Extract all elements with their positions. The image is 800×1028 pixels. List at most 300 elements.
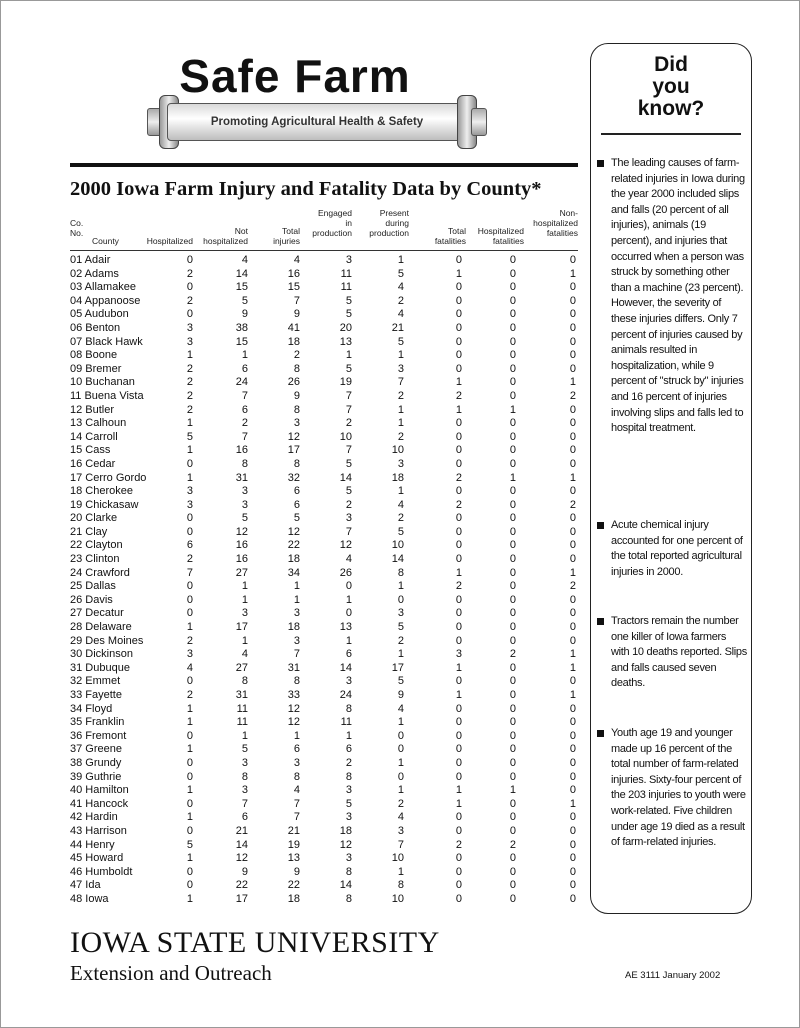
county-label: 29 Des Moines [70, 634, 144, 647]
table-cell: 5 [397, 675, 404, 688]
table-cell: 0 [455, 743, 462, 756]
table-cell: 14 [391, 553, 404, 566]
table-cell: 0 [569, 321, 576, 334]
table-cell: 8 [397, 566, 404, 579]
table-cell: 8 [397, 879, 404, 892]
table-cell: 0 [455, 593, 462, 606]
table-row [70, 363, 580, 377]
table-cell: 0 [455, 634, 462, 647]
table-cell: 6 [345, 648, 352, 661]
table-cell: 18 [287, 621, 300, 634]
table-row [70, 811, 580, 825]
table-cell: 1 [397, 580, 404, 593]
table-cell: 5 [241, 294, 248, 307]
header-hospitalized-fatalities: Hospitalized fatalities [477, 226, 524, 246]
table-cell: 16 [235, 539, 248, 552]
table-row [70, 662, 580, 676]
table-cell: 0 [455, 512, 462, 525]
table-cell: 3 [293, 756, 300, 769]
table-cell: 0 [509, 389, 516, 402]
table-cell: 7 [345, 403, 352, 416]
table-cell: 8 [293, 362, 300, 375]
table-cell: 0 [455, 485, 462, 498]
table-cell: 26 [287, 376, 300, 389]
table-row [70, 730, 580, 744]
table-cell: 0 [186, 824, 193, 837]
table-cell: 0 [569, 553, 576, 566]
table-cell: 12 [339, 539, 352, 552]
table-cell: 0 [509, 308, 516, 321]
table-row [70, 485, 580, 499]
table-cell: 0 [569, 349, 576, 362]
table-cell: 6 [345, 743, 352, 756]
table-cell: 7 [241, 389, 248, 402]
table-cell: 0 [509, 879, 516, 892]
table-cell: 0 [569, 716, 576, 729]
county-label: 24 Crawford [70, 566, 130, 579]
county-label: 27 Decatur [70, 607, 124, 620]
table-cell: 2 [397, 634, 404, 647]
table-cell: 1 [397, 349, 404, 362]
county-label: 31 Dubuque [70, 661, 130, 674]
table-cell: 1 [455, 403, 462, 416]
table-row [70, 689, 580, 703]
table-cell: 3 [345, 512, 352, 525]
table-title: 2000 Iowa Farm Injury and Fatality Data by County* [70, 178, 542, 200]
table-cell: 2 [345, 498, 352, 511]
table-cell: 0 [569, 525, 576, 538]
table-cell: 16 [235, 444, 248, 457]
table-cell: 0 [569, 811, 576, 824]
square-bullet-icon [597, 730, 604, 737]
table-cell: 3 [345, 675, 352, 688]
table-cell: 5 [345, 308, 352, 321]
table-cell: 0 [509, 621, 516, 634]
county-label: 11 Buena Vista [70, 389, 144, 402]
table-cell: 22 [287, 879, 300, 892]
table-cell: 2 [455, 389, 462, 402]
county-label: 09 Bremer [70, 362, 122, 375]
table-cell: 12 [339, 838, 352, 851]
table-cell: 10 [391, 892, 404, 905]
university-name: IOWA STATE UNIVERSITY [70, 926, 440, 959]
table-cell: 0 [455, 675, 462, 688]
table-cell: 2 [186, 362, 193, 375]
table-cell: 14 [339, 471, 352, 484]
table-cell: 1 [186, 702, 193, 715]
county-label: 21 Clay [70, 525, 108, 538]
county-label: 44 Henry [70, 838, 115, 851]
table-cell: 2 [397, 512, 404, 525]
county-label: 17 Cerro Gordo [70, 471, 147, 484]
table-cell: 0 [569, 852, 576, 865]
table-cell: 0 [509, 525, 516, 538]
table-cell: 1 [569, 267, 576, 280]
table-row [70, 771, 580, 785]
county-label: 02 Adams [70, 267, 119, 280]
table-cell: 0 [569, 294, 576, 307]
county-label: 46 Humboldt [70, 865, 133, 878]
table-cell: 0 [569, 444, 576, 457]
table-cell: 0 [186, 675, 193, 688]
table-cell: 6 [186, 539, 193, 552]
table-cell: 2 [345, 417, 352, 430]
table-cell: 12 [235, 852, 248, 865]
table-cell: 0 [569, 784, 576, 797]
table-cell: 0 [509, 892, 516, 905]
table-cell: 14 [235, 267, 248, 280]
table-cell: 0 [455, 852, 462, 865]
table-cell: 1 [186, 852, 193, 865]
table-cell: 17 [287, 444, 300, 457]
table-row [70, 404, 580, 418]
table-cell: 0 [186, 756, 193, 769]
table-cell: 0 [509, 417, 516, 430]
table-cell: 2 [397, 294, 404, 307]
county-label: 48 Iowa [70, 892, 109, 905]
county-label: 08 Boone [70, 349, 118, 362]
table-cell: 0 [455, 254, 462, 266]
table-row [70, 390, 580, 404]
table-row [70, 757, 580, 771]
table-cell: 17 [235, 621, 248, 634]
table-cell: 6 [241, 362, 248, 375]
table-cell: 8 [345, 892, 352, 905]
table-cell: 3 [241, 498, 248, 511]
table-cell: 3 [241, 784, 248, 797]
county-label: 26 Davis [70, 593, 113, 606]
table-cell: 7 [397, 376, 404, 389]
table-cell: 12 [287, 716, 300, 729]
table-cell: 4 [397, 308, 404, 321]
county-label: 05 Audubon [70, 308, 129, 321]
table-cell: 6 [293, 485, 300, 498]
table-cell: 3 [345, 254, 352, 266]
table-cell: 2 [509, 648, 516, 661]
square-bullet-icon [597, 160, 604, 167]
table-cell: 8 [293, 675, 300, 688]
table-cell: 0 [509, 770, 516, 783]
table-cell: 0 [569, 417, 576, 430]
table-cell: 0 [509, 824, 516, 837]
table-cell: 18 [287, 553, 300, 566]
table-cell: 3 [241, 607, 248, 620]
table-row [70, 431, 580, 445]
table-cell: 0 [569, 824, 576, 837]
table-cell: 3 [186, 321, 193, 334]
table-cell: 1 [397, 865, 404, 878]
table-cell: 14 [339, 879, 352, 892]
table-cell: 5 [397, 335, 404, 348]
table-cell: 0 [455, 308, 462, 321]
table-cell: 1 [241, 580, 248, 593]
table-cell: 0 [186, 797, 193, 810]
table-row [70, 308, 580, 322]
table-cell: 0 [509, 716, 516, 729]
safe-farm-logo [145, 48, 490, 148]
table-cell: 11 [340, 281, 352, 294]
table-cell: 4 [293, 254, 300, 266]
header-hospitalized: Hospitalized [146, 236, 193, 246]
county-label: 43 Harrison [70, 824, 127, 837]
table-row [70, 444, 580, 458]
table-cell: 1 [186, 349, 193, 362]
publication-info: AE 3111 January 2002 [625, 970, 721, 981]
county-table-body [70, 254, 580, 907]
table-row [70, 336, 580, 350]
table-cell: 1 [241, 349, 248, 362]
fact-item: Acute chemical injury accounted for one percent of the total reported agricultural injuries in 2000. [597, 518, 747, 580]
table-row [70, 268, 580, 282]
table-cell: 3 [397, 362, 404, 375]
table-cell: 11 [236, 716, 248, 729]
table-cell: 1 [397, 485, 404, 498]
table-cell: 0 [397, 593, 404, 606]
table-cell: 15 [235, 335, 248, 348]
county-label: 07 Black Hawk [70, 335, 143, 348]
table-cell: 31 [235, 471, 248, 484]
table-cell: 34 [287, 566, 300, 579]
table-cell: 5 [397, 267, 404, 280]
table-cell: 0 [509, 593, 516, 606]
table-cell: 0 [455, 865, 462, 878]
table-cell: 1 [569, 661, 576, 674]
table-cell: 6 [241, 811, 248, 824]
table-cell: 9 [293, 865, 300, 878]
table-cell: 1 [397, 648, 404, 661]
table-cell: 4 [241, 648, 248, 661]
table-cell: 0 [509, 797, 516, 810]
table-cell: 3 [186, 335, 193, 348]
table-cell: 0 [509, 321, 516, 334]
table-cell: 0 [569, 838, 576, 851]
table-cell: 3 [186, 648, 193, 661]
table-cell: 2 [569, 389, 576, 402]
table-row [70, 472, 580, 486]
table-cell: 0 [509, 756, 516, 769]
table-cell: 1 [186, 892, 193, 905]
table-cell: 6 [293, 743, 300, 756]
table-cell: 0 [509, 498, 516, 511]
table-cell: 8 [345, 770, 352, 783]
table-cell: 3 [345, 811, 352, 824]
table-cell: 0 [455, 539, 462, 552]
table-row [70, 675, 580, 689]
table-cell: 3 [397, 824, 404, 837]
table-cell: 0 [569, 335, 576, 348]
table-cell: 0 [509, 539, 516, 552]
table-row [70, 295, 580, 309]
table-row [70, 254, 580, 268]
pipe-end-right-icon [471, 108, 487, 136]
table-cell: 0 [455, 321, 462, 334]
table-cell: 2 [186, 389, 193, 402]
table-cell: 2 [186, 553, 193, 566]
table-cell: 1 [293, 729, 300, 742]
table-cell: 5 [241, 743, 248, 756]
table-cell: 5 [345, 457, 352, 470]
table-cell: 0 [345, 607, 352, 620]
table-cell: 13 [287, 852, 300, 865]
table-cell: 0 [397, 770, 404, 783]
table-cell: 0 [569, 512, 576, 525]
table-cell: 33 [287, 689, 300, 701]
table-cell: 0 [186, 879, 193, 892]
table-cell: 9 [397, 689, 404, 701]
table-cell: 0 [509, 281, 516, 294]
county-label: 13 Calhoun [70, 417, 127, 430]
table-cell: 5 [186, 838, 193, 851]
county-label: 33 Fayette [70, 689, 122, 701]
header-total-fatalities: Total fatalities [434, 226, 466, 246]
table-cell: 11 [340, 716, 352, 729]
table-row [70, 648, 580, 662]
table-cell: 3 [186, 485, 193, 498]
did-you-know-sidebar [590, 43, 752, 914]
table-cell: 2 [186, 294, 193, 307]
table-cell: 0 [186, 457, 193, 470]
table-row [70, 635, 580, 649]
table-cell: 1 [509, 403, 516, 416]
table-cell: 0 [569, 539, 576, 552]
table-cell: 7 [345, 389, 352, 402]
table-cell: 2 [455, 580, 462, 593]
table-cell: 16 [287, 267, 300, 280]
table-row [70, 743, 580, 757]
table-cell: 0 [509, 254, 516, 266]
table-cell: 0 [455, 621, 462, 634]
table-cell: 0 [455, 756, 462, 769]
table-cell: 2 [186, 267, 193, 280]
table-cell: 1 [455, 689, 462, 701]
table-row [70, 716, 580, 730]
county-label: 40 Hamilton [70, 784, 129, 797]
table-cell: 3 [455, 648, 462, 661]
table-cell: 26 [339, 566, 352, 579]
table-cell: 38 [235, 321, 248, 334]
table-cell: 1 [455, 566, 462, 579]
table-cell: 1 [186, 716, 193, 729]
table-cell: 1 [569, 648, 576, 661]
fact-item: Tractors remain the number one killer of Iowa farmers with 10 deaths reported. Slips and falls caused seven deaths. [597, 614, 747, 692]
table-cell: 0 [569, 770, 576, 783]
table-cell: 2 [455, 471, 462, 484]
table-cell: 0 [186, 865, 193, 878]
table-cell: 0 [455, 525, 462, 538]
table-cell: 0 [569, 743, 576, 756]
table-cell: 0 [569, 702, 576, 715]
county-label: 39 Guthrie [70, 770, 122, 783]
table-cell: 0 [509, 852, 516, 865]
table-cell: 17 [235, 892, 248, 905]
table-row [70, 798, 580, 812]
table-cell: 14 [339, 661, 352, 674]
table-cell: 7 [345, 525, 352, 538]
table-cell: 1 [455, 784, 462, 797]
table-cell: 16 [235, 553, 248, 566]
table-cell: 19 [339, 376, 352, 389]
table-cell: 7 [293, 797, 300, 810]
table-cell: 9 [293, 308, 300, 321]
table-cell: 4 [397, 702, 404, 715]
table-row [70, 866, 580, 880]
table-cell: 3 [397, 457, 404, 470]
table-cell: 0 [569, 308, 576, 321]
table-row [70, 580, 580, 594]
table-cell: 5 [397, 525, 404, 538]
table-cell: 4 [293, 784, 300, 797]
table-cell: 0 [455, 349, 462, 362]
table-cell: 7 [293, 294, 300, 307]
table-cell: 5 [345, 797, 352, 810]
logo-title: Safe Farm [179, 50, 411, 102]
table-cell: 0 [455, 457, 462, 470]
header-present-during-production: Present during production [369, 208, 409, 238]
fact-item: Youth age 19 and younger made up 16 percent of the total number of farm-related injuries. Sixty-four percent of the 203 injuries to youth were work-related. Five children under age 19 died as a result of farm-related injuries. [597, 726, 747, 851]
table-cell: 8 [293, 457, 300, 470]
county-label: 30 Dickinson [70, 648, 133, 661]
table-cell: 0 [186, 607, 193, 620]
county-label: 36 Fremont [70, 729, 127, 742]
table-cell: 2 [569, 498, 576, 511]
table-cell: 41 [287, 321, 300, 334]
table-cell: 1 [293, 580, 300, 593]
table-cell: 0 [569, 892, 576, 905]
table-cell: 8 [345, 865, 352, 878]
table-cell: 1 [509, 784, 516, 797]
table-cell: 0 [455, 770, 462, 783]
county-label: 47 Ida [70, 879, 101, 892]
table-cell: 8 [241, 675, 248, 688]
table-cell: 2 [293, 349, 300, 362]
table-cell: 20 [339, 321, 352, 334]
table-cell: 21 [235, 824, 248, 837]
table-cell: 12 [287, 702, 300, 715]
table-cell: 0 [186, 580, 193, 593]
table-cell: 0 [509, 729, 516, 742]
table-cell: 10 [391, 852, 404, 865]
table-cell: 1 [345, 729, 352, 742]
table-cell: 0 [509, 267, 516, 280]
table-row [70, 281, 580, 295]
table-row [70, 539, 580, 553]
county-label: 22 Clayton [70, 539, 123, 552]
table-cell: 1 [186, 743, 193, 756]
table-cell: 0 [569, 607, 576, 620]
table-cell: 7 [293, 648, 300, 661]
table-cell: 11 [340, 267, 352, 280]
county-label: 04 Appanoose [70, 294, 141, 307]
table-cell: 5 [345, 294, 352, 307]
table-cell: 0 [569, 457, 576, 470]
table-cell: 18 [339, 824, 352, 837]
table-cell: 0 [455, 879, 462, 892]
table-cell: 1 [186, 811, 193, 824]
header-not-hospitalized: Not hospitalized [203, 226, 248, 246]
table-cell: 2 [455, 498, 462, 511]
table-row [70, 879, 580, 893]
table-cell: 6 [293, 498, 300, 511]
table-row [70, 526, 580, 540]
table-cell: 19 [287, 838, 300, 851]
table-cell: 0 [509, 580, 516, 593]
table-cell: 8 [345, 702, 352, 715]
table-cell: 32 [287, 471, 300, 484]
table-row [70, 621, 580, 635]
county-label: 37 Greene [70, 743, 122, 756]
county-label: 06 Benton [70, 321, 121, 334]
table-cell: 1 [397, 784, 404, 797]
